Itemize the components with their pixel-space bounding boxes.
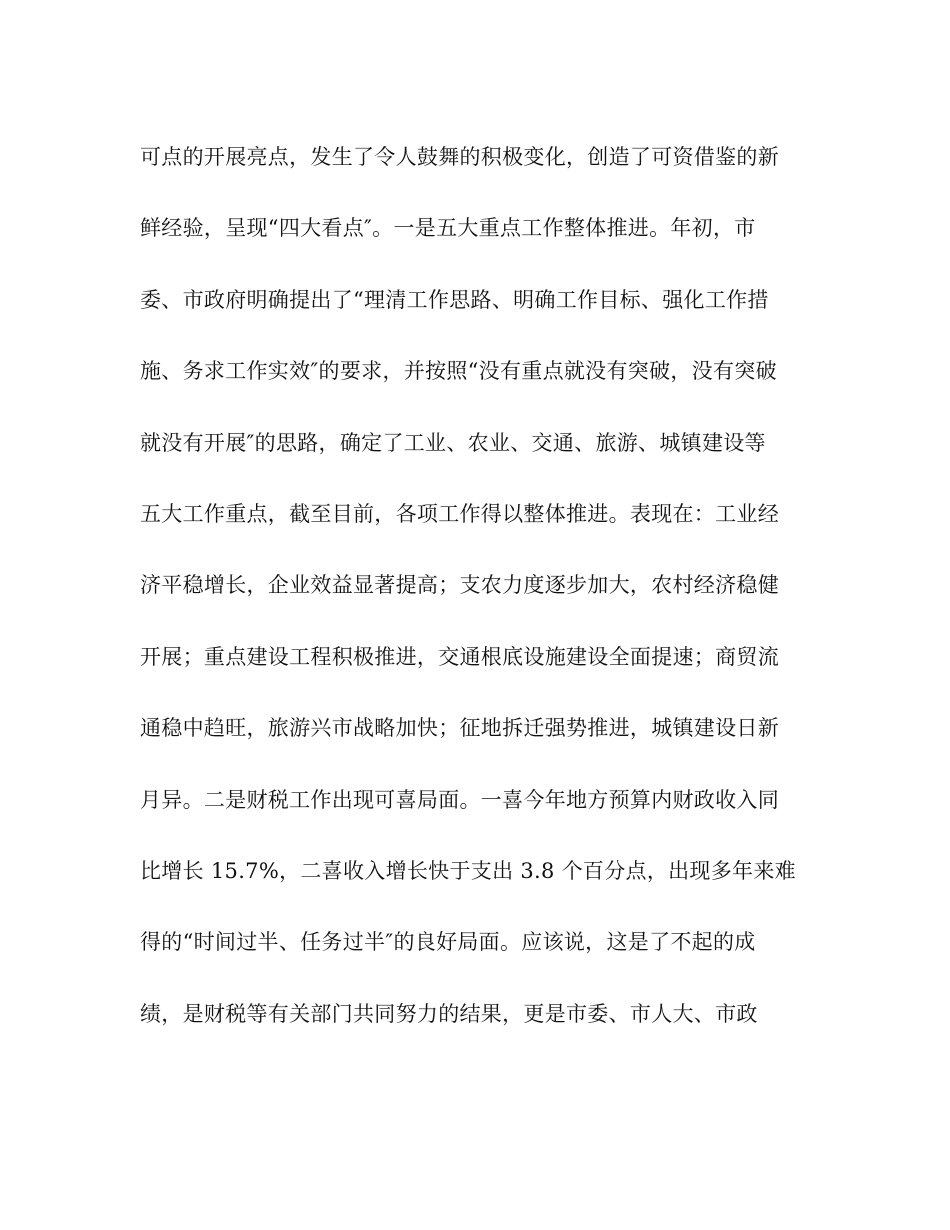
text-line: 鲜经验，呈现“四大看点″。一是五大重点工作整体推进。年初，市 xyxy=(140,216,756,241)
text-line: 施、务求工作实效″的要求，并按照“没有重点就没有突破，没有突破 xyxy=(140,359,777,384)
text-line: 委、市政府明确提出了“理清工作思路、明确工作目标、强化工作措 xyxy=(140,287,769,312)
text-line: 可点的开展亮点，发生了令人鼓舞的积极变化，创造了可资借鉴的新 xyxy=(140,145,779,169)
text-line: 开展；重点建设工程积极推进，交通根底设施建设全面提速；商贸流 xyxy=(140,644,779,669)
text-line: 月异。二是财税工作出现可喜局面。一喜今年地方预算内财政收入同 xyxy=(140,787,779,812)
text-line: 五大工作重点，截至目前，各项工作得以整体推进。表现在：工业经 xyxy=(140,501,779,526)
text-line: 济平稳增长，企业效益显著提高；支农力度逐步加大，农村经济稳健 xyxy=(140,573,779,598)
text-line: 绩，是财税等有关部门共同努力的结果，更是市委、市人大、市政 xyxy=(140,1001,758,1026)
text-line: 就没有开展″的思路，确定了工业、农业、交通、旅游、城镇建设等 xyxy=(140,430,766,455)
text-line: 得的“时间过半、任务过半″的良好局面。应该说，这是了不起的成 xyxy=(140,930,756,955)
text-line: 通稳中趋旺，旅游兴市战略加快；征地拆迁强势推进，城镇建设日新 xyxy=(140,716,779,741)
body-text xyxy=(140,133,810,1061)
text-line: 比增长 15.7%，二喜收入增长快于支出 3.8 个百分点，出现多年来难 xyxy=(140,858,796,883)
